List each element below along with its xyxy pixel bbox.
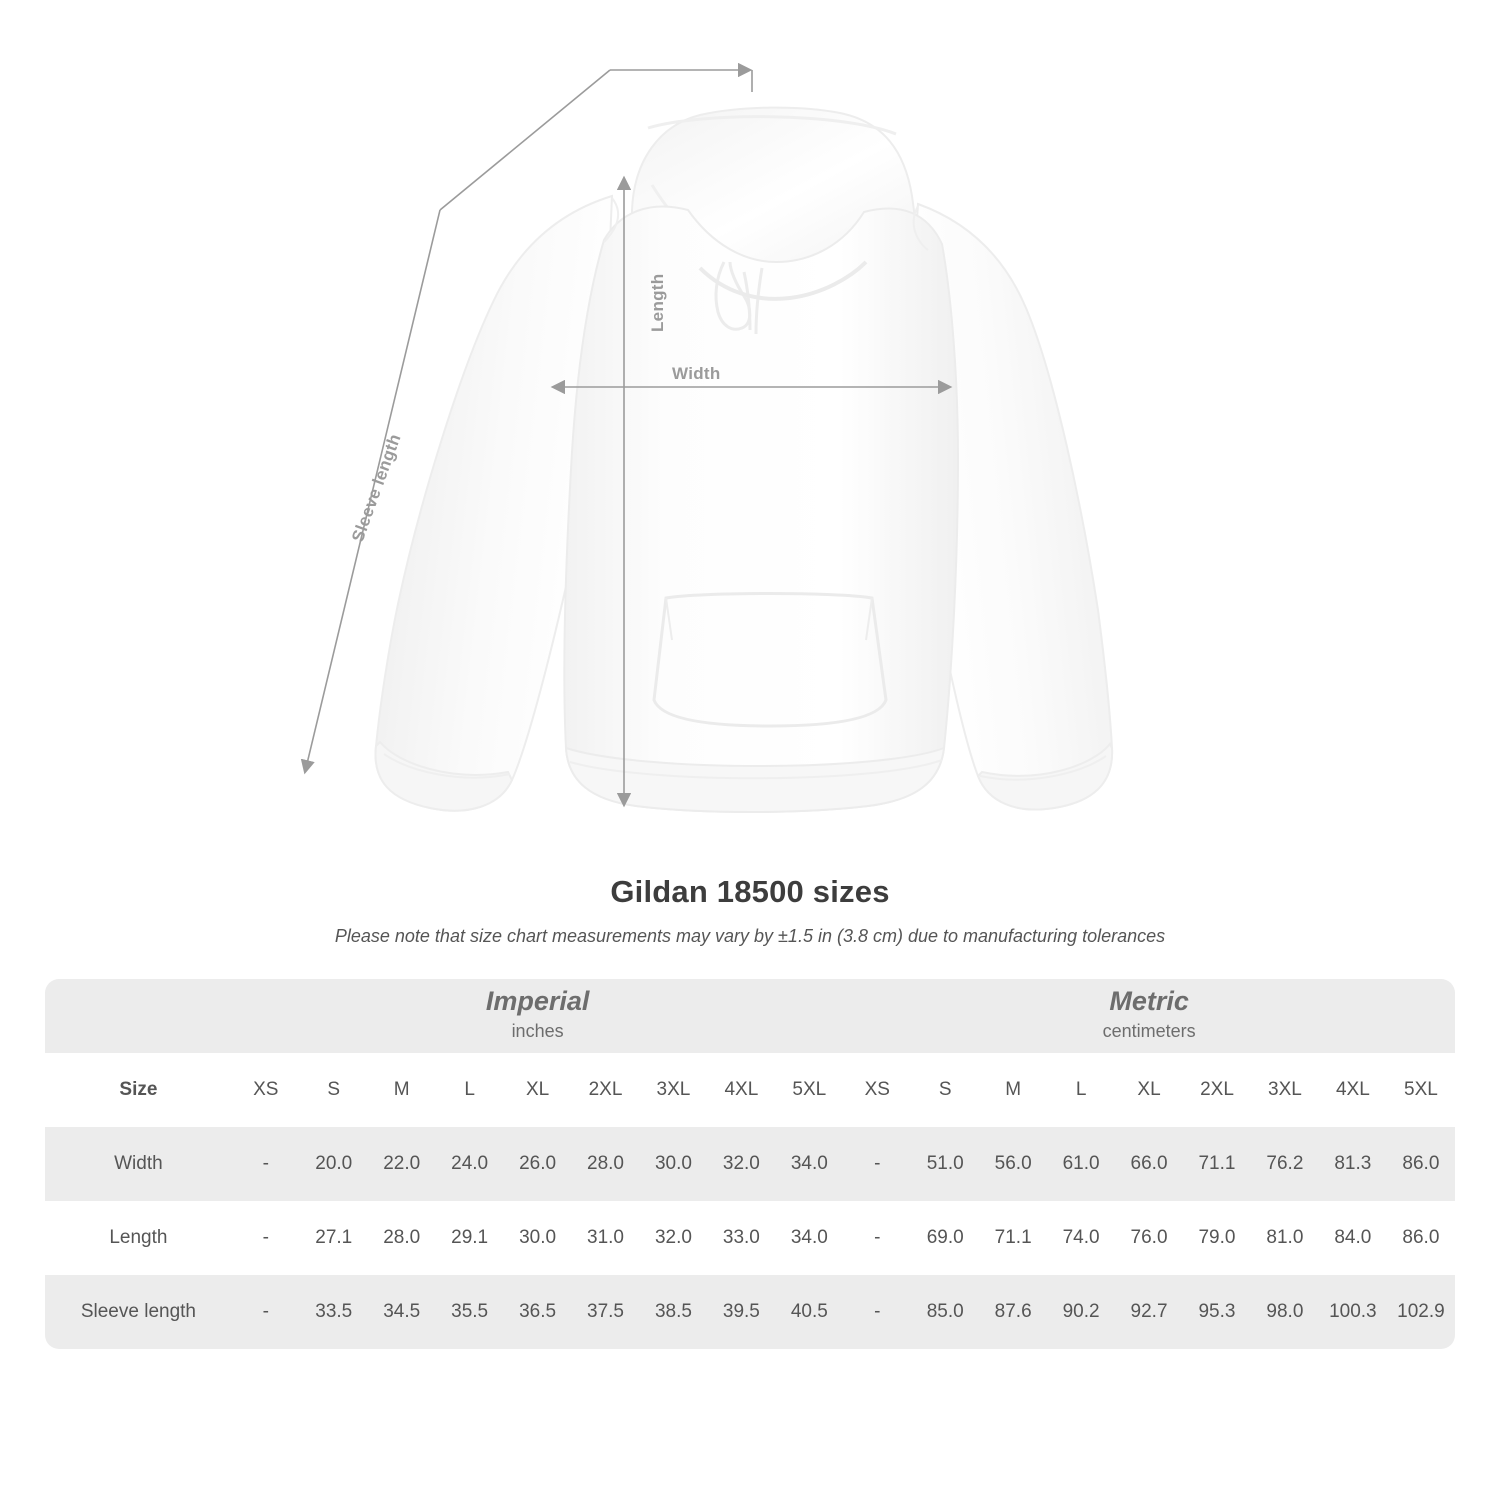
cell-width-imperial-l: 24.0 xyxy=(436,1127,504,1201)
cell-width-metric-3xl: 76.2 xyxy=(1251,1127,1319,1201)
row-label-length: Length xyxy=(45,1201,232,1275)
size-header-imperial-4xl: 4XL xyxy=(707,1053,775,1127)
cell-length-imperial-4xl: 33.0 xyxy=(707,1201,775,1275)
cell-width-imperial-xl: 26.0 xyxy=(504,1127,572,1201)
cell-sleeve-imperial-4xl: 39.5 xyxy=(707,1275,775,1349)
cell-sleeve-imperial-5xl: 40.5 xyxy=(775,1275,843,1349)
cell-length-imperial-3xl: 32.0 xyxy=(639,1201,707,1275)
cell-sleeve-imperial-l: 35.5 xyxy=(436,1275,504,1349)
size-header-metric-xl: XL xyxy=(1115,1053,1183,1127)
cell-sleeve-imperial-3xl: 38.5 xyxy=(639,1275,707,1349)
cell-sleeve-metric-m: 87.6 xyxy=(979,1275,1047,1349)
cell-width-metric-4xl: 81.3 xyxy=(1319,1127,1387,1201)
cell-sleeve-metric-5xl: 102.9 xyxy=(1387,1275,1455,1349)
page-title: Gildan 18500 sizes xyxy=(610,874,890,909)
row-label-sleeve-length: Sleeve length xyxy=(45,1275,232,1349)
unit-header-spacer xyxy=(45,979,232,1053)
size-header-metric-5xl: 5XL xyxy=(1387,1053,1455,1127)
size-header-metric-3xl: 3XL xyxy=(1251,1053,1319,1127)
size-header-metric-l: L xyxy=(1047,1053,1115,1127)
cell-length-metric-5xl: 86.0 xyxy=(1387,1201,1455,1275)
cell-sleeve-imperial-s: 33.5 xyxy=(300,1275,368,1349)
cell-sleeve-metric-4xl: 100.3 xyxy=(1319,1275,1387,1349)
cell-length-metric-4xl: 84.0 xyxy=(1319,1201,1387,1275)
length-label: Length xyxy=(648,273,667,332)
cell-width-imperial-4xl: 32.0 xyxy=(707,1127,775,1201)
unit-imperial-name: Imperial xyxy=(485,986,590,1017)
cell-length-imperial-xs: - xyxy=(232,1201,300,1275)
tolerance-note: Please note that size chart measurements may vary by ±1.5 in (3.8 cm) due to manufacturing tolerances xyxy=(334,926,1166,946)
cell-length-imperial-l: 29.1 xyxy=(436,1201,504,1275)
size-header-metric-xs: XS xyxy=(843,1053,911,1127)
size-header-imperial-m: M xyxy=(368,1053,436,1127)
size-header-imperial-2xl: 2XL xyxy=(572,1053,640,1127)
size-header-imperial-xs: XS xyxy=(232,1053,300,1127)
table-row-length xyxy=(45,1201,1455,1275)
unit-header-metric xyxy=(843,979,1455,1053)
unit-metric-sub: centimeters xyxy=(1102,1021,1196,1042)
cell-width-imperial-3xl: 30.0 xyxy=(639,1127,707,1201)
cell-width-metric-5xl: 86.0 xyxy=(1387,1127,1455,1201)
size-chart-table xyxy=(45,979,1455,1349)
cell-sleeve-imperial-2xl: 37.5 xyxy=(572,1275,640,1349)
cell-sleeve-metric-s: 85.0 xyxy=(911,1275,979,1349)
cell-length-imperial-xl: 30.0 xyxy=(504,1201,572,1275)
cell-width-imperial-xs: - xyxy=(232,1127,300,1201)
cell-length-metric-s: 69.0 xyxy=(911,1201,979,1275)
cell-length-metric-l: 74.0 xyxy=(1047,1201,1115,1275)
unit-header-imperial xyxy=(232,979,843,1053)
width-label: Width xyxy=(672,364,721,383)
unit-header-row xyxy=(45,979,1455,1053)
row-label-width: Width xyxy=(45,1127,232,1201)
size-header-imperial-s: S xyxy=(300,1053,368,1127)
cell-length-imperial-s: 27.1 xyxy=(300,1201,368,1275)
cell-sleeve-imperial-m: 34.5 xyxy=(368,1275,436,1349)
cell-width-metric-m: 56.0 xyxy=(979,1127,1047,1201)
cell-width-metric-xl: 66.0 xyxy=(1115,1127,1183,1201)
table-row-width xyxy=(45,1127,1455,1201)
cell-sleeve-imperial-xs: - xyxy=(232,1275,300,1349)
cell-length-metric-3xl: 81.0 xyxy=(1251,1201,1319,1275)
cell-width-imperial-m: 22.0 xyxy=(368,1127,436,1201)
cell-length-metric-2xl: 79.0 xyxy=(1183,1201,1251,1275)
cell-sleeve-metric-xs: - xyxy=(843,1275,911,1349)
cell-width-metric-xs: - xyxy=(843,1127,911,1201)
hoodie-art xyxy=(375,108,1112,812)
cell-width-metric-l: 61.0 xyxy=(1047,1127,1115,1201)
cell-sleeve-metric-l: 90.2 xyxy=(1047,1275,1115,1349)
size-chart-table-wrap xyxy=(45,979,1455,1349)
cell-length-metric-xs: - xyxy=(843,1201,911,1275)
cell-sleeve-metric-3xl: 98.0 xyxy=(1251,1275,1319,1349)
size-header-row xyxy=(45,1053,1455,1127)
size-header-metric-s: S xyxy=(911,1053,979,1127)
size-header-imperial-3xl: 3XL xyxy=(639,1053,707,1127)
cell-length-imperial-2xl: 31.0 xyxy=(572,1201,640,1275)
size-header-imperial-5xl: 5XL xyxy=(775,1053,843,1127)
unit-metric-name: Metric xyxy=(1109,986,1189,1017)
size-header-metric-4xl: 4XL xyxy=(1319,1053,1387,1127)
cell-width-metric-2xl: 71.1 xyxy=(1183,1127,1251,1201)
cell-length-metric-xl: 76.0 xyxy=(1115,1201,1183,1275)
cell-length-metric-m: 71.1 xyxy=(979,1201,1047,1275)
size-header-imperial-l: L xyxy=(436,1053,504,1127)
cell-width-imperial-2xl: 28.0 xyxy=(572,1127,640,1201)
cell-sleeve-metric-2xl: 95.3 xyxy=(1183,1275,1251,1349)
cell-sleeve-imperial-xl: 36.5 xyxy=(504,1275,572,1349)
cell-length-imperial-5xl: 34.0 xyxy=(775,1201,843,1275)
cell-width-imperial-5xl: 34.0 xyxy=(775,1127,843,1201)
cell-width-imperial-s: 20.0 xyxy=(300,1127,368,1201)
table-row-sleeve-length xyxy=(45,1275,1455,1349)
size-header-imperial-xl: XL xyxy=(504,1053,572,1127)
cell-width-metric-s: 51.0 xyxy=(911,1127,979,1201)
sleeve-length-label: Sleeve length xyxy=(348,431,405,545)
size-header-metric-m: M xyxy=(979,1053,1047,1127)
cell-sleeve-metric-xl: 92.7 xyxy=(1115,1275,1183,1349)
title-block xyxy=(0,874,1500,947)
size-header-label: Size xyxy=(45,1053,232,1127)
unit-imperial-sub: inches xyxy=(511,1021,564,1042)
cell-length-imperial-m: 28.0 xyxy=(368,1201,436,1275)
size-header-metric-2xl: 2XL xyxy=(1183,1053,1251,1127)
